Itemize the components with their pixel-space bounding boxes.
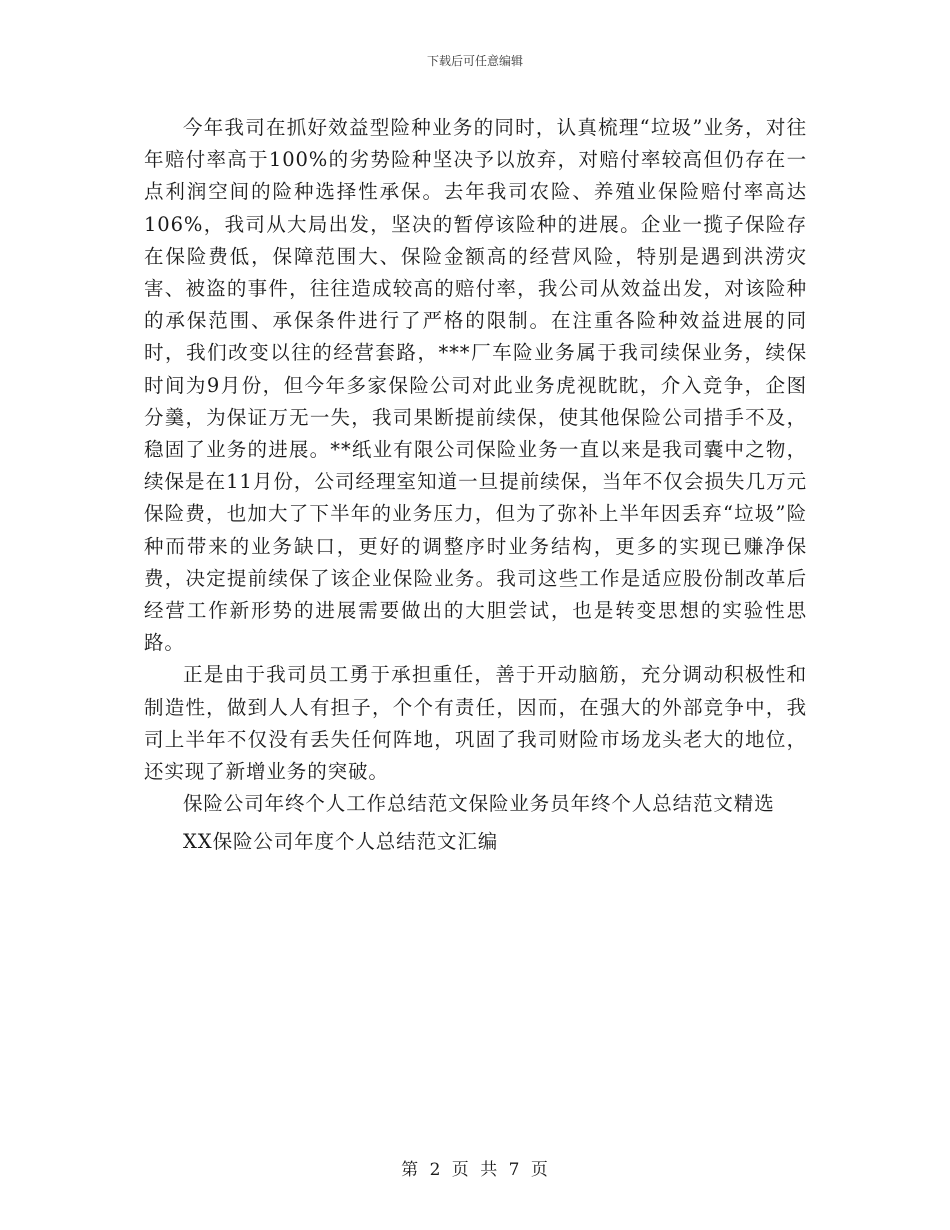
page-header-note: 下载后可任意编辑: [426, 54, 523, 68]
page-number-text: 第 2 页 共 7 页: [401, 1160, 549, 1180]
body-paragraph: 正是由于我司员工勇于承担重任，善于开动脑筋，充分调动积极性和制造性，做到人人有担子，个个有责任，因而，在强大的外部竞争中，我司上半年不仅没有丢失任何阵地，巩固了我司财险市场龙头老大的地位，还实现了新增业务的突破。: [144, 663, 807, 784]
related-title: XX保险公司年度个人总结范文汇编: [183, 830, 499, 854]
related-title: 保险公司年终个人工作总结范文保险业务员年终个人总结范文精选: [183, 792, 775, 816]
body-paragraph: 今年我司在抓好效益型险种业务的同时，认真梳理“垃圾”业务，对往年赔付率高于100%的劣势险种坚决予以放弃，对赔付率较高但仍存在一点利润空间的险种选择性承保。去年我司农险、养殖业保险赔付率高达106%，我司从大局出发，坚决的暂停该险种的进展。企业一揽子保险存在保险费低，保障范围大、保险金额高的经营风险，特别是遇到洪涝灾害、被盗的事件，往往造成较高的赔付率，我公司从效益出发，对该险种的承保范围、承保条件进行了严格的限制。在注重各险种效益进展的同时，我们改变以往的经营套路，***厂车险业务属于我司续保业务，续保时间为9月份，但今年多家保险公司对此业务虎视眈眈，介入竞争，企图分羹，为保证万无一失，我司果断提前续保，使其他保险公司措手不及，稳固了业务的进展。**纸业有限公司保险业务一直以来是我司囊中之物，续保是在11月份，公司经理室知道一旦提前续保，当年不仅会损失几万元保险费，也加大了下半年的业务压力，但为了弥补上半年因丢弃“垃圾”险种而带来的业务缺口，更好的调整序时业务结构，更多的实现已赚净保费，决定提前续保了该企业保险业务。我司这些工作是适应股份制改革后经营工作新形势的进展需要做出的大胆尝试，也是转变思想的实验性思路。: [144, 116, 807, 655]
document-body: [144, 112, 807, 859]
page-number: [0, 1155, 950, 1180]
